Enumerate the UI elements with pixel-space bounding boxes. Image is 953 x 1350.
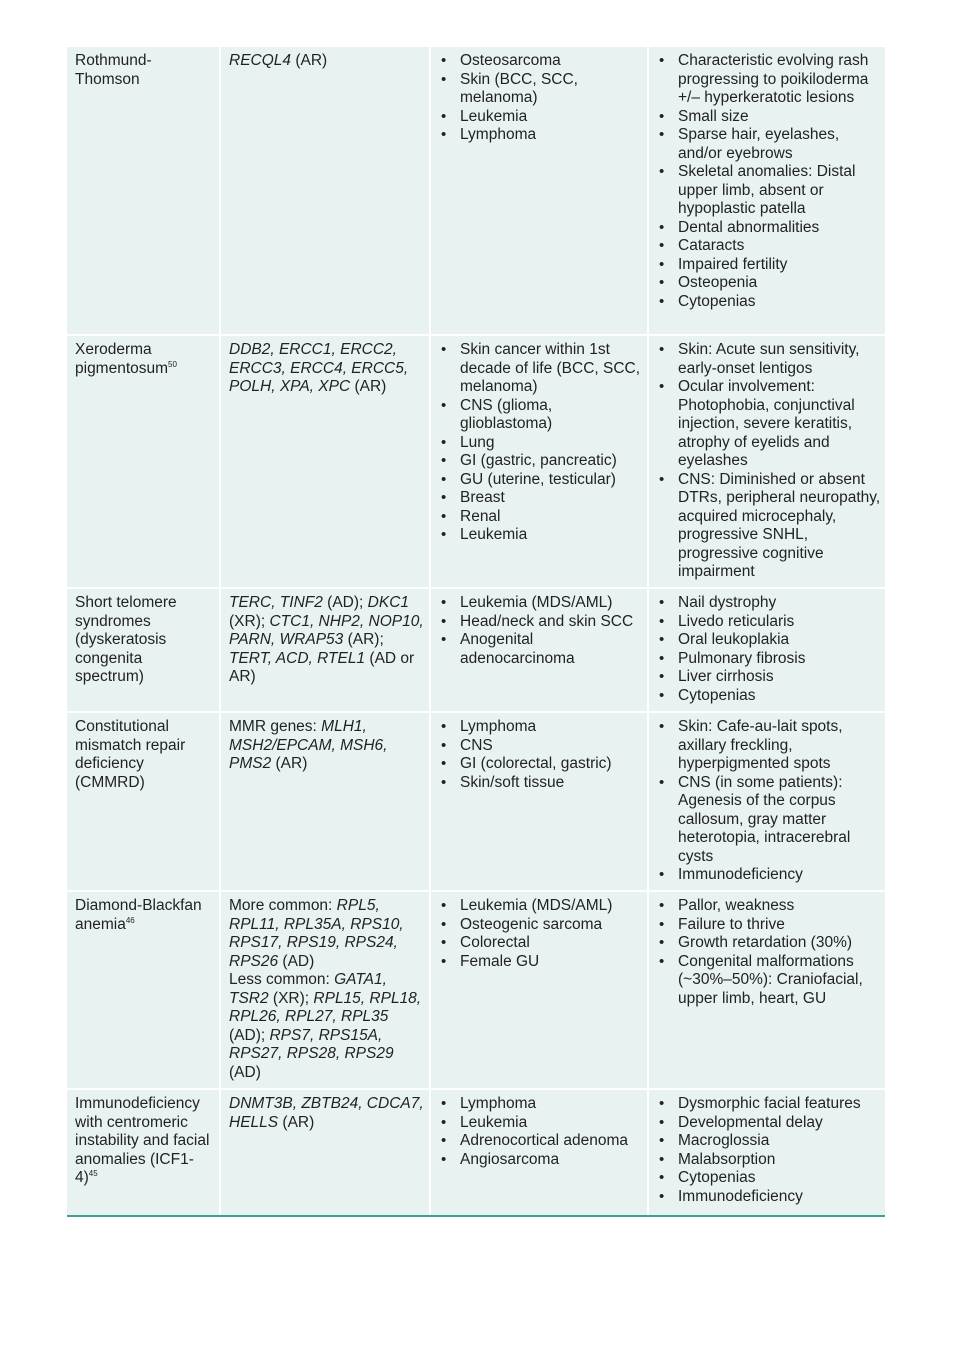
syndrome-cell (67, 47, 221, 334)
features-cell (649, 47, 885, 334)
list-item: • Lung (460, 434, 643, 453)
list-item: • Immunodeficiency (678, 866, 881, 885)
syndrome-cell (67, 336, 221, 587)
list-item: • Osteogenic sarcoma (460, 916, 643, 935)
list-item: • Skin/soft tissue (460, 774, 643, 793)
cancer-list (439, 341, 643, 545)
list-item: • Sparse hair, eyelashes, and/or eyebrows (678, 126, 881, 163)
list-item: • Female GU (460, 953, 643, 972)
genes-cell (221, 713, 431, 890)
syndrome-name: Constitutional mismatch repair deficiency (CMMRD) (75, 718, 186, 791)
features-cell (649, 892, 885, 1088)
gene-names: CTC1, NHP2, NOP10, PARN, WRAP53 (229, 612, 424, 648)
list-item: • Dysmorphic facial features (678, 1095, 881, 1114)
cancer-list (439, 897, 643, 971)
list-item: • Pulmonary fibrosis (678, 650, 881, 669)
gene-names: RPL5, RPL11, RPL35A, RPS10, RPS17, RPS19, RPS24, RPS26 (229, 897, 404, 970)
list-item: • Anogenital adenocarcinoma (460, 631, 643, 668)
syndrome-name: Immunodeficiency with centromeric instability and facial anomalies (ICF1-4) (75, 1095, 210, 1186)
list-item: • Developmental delay (678, 1114, 881, 1133)
list-item: • Cytopenias (678, 293, 881, 312)
syndrome-table (67, 47, 885, 1217)
cancers-cell (431, 1090, 649, 1215)
list-item: • Leukemia (460, 1114, 643, 1133)
gene-names: DDB2, ERCC1, ERCC2, ERCC3, ERCC4, ERCC5, POLH, XPA, XPC (229, 341, 409, 395)
list-item: • Livedo reticularis (678, 613, 881, 632)
list-item: • Pallor, weakness (678, 897, 881, 916)
list-item: • Breast (460, 489, 643, 508)
list-item: • Leukemia (MDS/AML) (460, 594, 643, 613)
list-item: • Ocular involvement: Photophobia, conjunctival injection, severe keratitis, atrophy of eyelids and eyelashes (678, 378, 881, 471)
list-item: • Immunodeficiency (678, 1188, 881, 1207)
feature-list (657, 52, 881, 311)
cancers-cell (431, 47, 649, 334)
feature-list (657, 594, 881, 705)
list-item: • GU (uterine, testicular) (460, 471, 643, 490)
cancer-list (439, 594, 643, 668)
list-item: • Oral leukoplakia (678, 631, 881, 650)
list-item: • Congenital malformations (~30%–50%): Craniofacial, upper limb, heart, GU (678, 953, 881, 1009)
gene-note: MMR genes: (229, 718, 322, 735)
cancer-list (439, 1095, 643, 1169)
list-item: • CNS (460, 737, 643, 756)
syndrome-cell (67, 1090, 221, 1215)
list-item: • Impaired fertility (678, 256, 881, 275)
feature-list (657, 897, 881, 1008)
cancers-cell (431, 336, 649, 587)
genes-cell (221, 47, 431, 334)
gene-names: TERC, TINF2 (229, 594, 323, 611)
reference-number: 45 (88, 1169, 98, 1178)
cancers-cell (431, 589, 649, 711)
reference-number: 46 (125, 915, 135, 925)
gene-names: RECQL4 (229, 52, 292, 69)
table-row (67, 47, 885, 336)
gene-names: MLH1, MSH2/EPCAM, MSH6, PMS2 (229, 718, 388, 772)
genes-cell (221, 336, 431, 587)
table-row (67, 336, 885, 589)
gene-note: (AD); (322, 594, 368, 611)
feature-list (657, 1095, 881, 1206)
list-item: • Renal (460, 508, 643, 527)
gene-names: DKC1 (367, 594, 410, 611)
feature-list (657, 341, 881, 582)
list-item: • Lymphoma (460, 1095, 643, 1114)
syndrome-cell (67, 713, 221, 890)
gene-note: (AD); (229, 1026, 270, 1044)
list-item: • Malabsorption (678, 1151, 881, 1170)
list-item: • Angiosarcoma (460, 1151, 643, 1170)
genes-cell (221, 589, 431, 711)
features-cell (649, 589, 885, 711)
gene-note: (XR); (229, 612, 270, 630)
table-row (67, 713, 885, 892)
features-cell (649, 1090, 885, 1215)
gene-note: More common: (229, 897, 337, 914)
list-item: • Head/neck and skin SCC (460, 613, 643, 632)
gene-names: DNMT3B, ZBTB24, CDCA7, HELLS (229, 1095, 424, 1131)
features-cell (649, 713, 885, 890)
gene-note: (AR); (343, 631, 384, 648)
gene-names: RPS7, RPS15A, RPS27, RPS28, RPS29 (229, 1026, 394, 1062)
table-row (67, 1090, 885, 1215)
list-item: • Characteristic evolving rash progressing to poikiloderma +/– hyperkeratotic lesions (678, 52, 881, 108)
list-item: • Colorectal (460, 934, 643, 953)
gene-note: (AD or AR) (229, 649, 415, 685)
gene-note: Less common: (229, 971, 335, 988)
syndrome-name: Xeroderma pigmentosum (75, 341, 169, 377)
gene-names: TERT, ACD, RTEL1 (229, 649, 366, 667)
table-row (67, 589, 885, 713)
list-item: • Osteopenia (678, 274, 881, 293)
list-item: • Macroglossia (678, 1132, 881, 1151)
syndrome-name: Short telomere syndromes (dyskeratosis congenita spectrum) (75, 594, 177, 685)
list-item: • Lymphoma (460, 126, 643, 145)
list-item: • GI (colorectal, gastric) (460, 755, 643, 774)
list-item: • Dental abnormalities (678, 219, 881, 238)
list-item: • Skeletal anomalies: Distal upper limb, absent or hypoplastic patella (678, 163, 881, 219)
list-item: • Cytopenias (678, 1169, 881, 1188)
list-item: • Growth retardation (30%) (678, 934, 881, 953)
features-cell (649, 336, 885, 587)
list-item: • Cataracts (678, 237, 881, 256)
gene-note: (AR) (271, 755, 308, 772)
feature-list (657, 718, 881, 885)
syndrome-cell (67, 589, 221, 711)
list-item: • Skin: Cafe-au-lait spots, axillary freckling, hyperpigmented spots (678, 718, 881, 774)
list-item: • Skin: Acute sun sensitivity, early-onset lentigos (678, 341, 881, 378)
genes-cell (221, 892, 431, 1088)
list-item: • Leukemia (460, 526, 643, 545)
genes-cell (221, 1090, 431, 1215)
list-item: • Liver cirrhosis (678, 668, 881, 687)
list-item: • Cytopenias (678, 687, 881, 706)
cancers-cell (431, 892, 649, 1088)
gene-note: (AR) (291, 52, 328, 69)
syndrome-name: Rothmund-Thomson (75, 52, 152, 88)
gene-names: RPL15, RPL18, RPL26, RPL27, RPL35 (229, 989, 422, 1025)
list-item: • Skin (BCC, SCC, melanoma) (460, 71, 643, 108)
list-item: • Adrenocortical adenoma (460, 1132, 643, 1151)
cancers-cell (431, 713, 649, 890)
gene-note: (AR) (278, 1113, 315, 1131)
list-item: • Osteosarcoma (460, 52, 643, 71)
gene-names: GATA1, TSR2 (229, 971, 387, 1007)
list-item: • Leukemia (460, 108, 643, 127)
list-item: • CNS (glioma, glioblastoma) (460, 397, 643, 434)
syndrome-name: Diamond-Blackfan anemia (75, 897, 202, 933)
gene-note: (AR) (350, 378, 387, 395)
list-item: • Small size (678, 108, 881, 127)
cancer-list (439, 718, 643, 792)
syndrome-cell (67, 892, 221, 1088)
list-item: • CNS (in some patients): Agenesis of the corpus callosum, gray matter heterotopia, intracerebral cysts (678, 774, 881, 867)
list-item: • Failure to thrive (678, 916, 881, 935)
table-row (67, 892, 885, 1090)
gene-note: (XR); (268, 989, 314, 1007)
list-item: • Nail dystrophy (678, 594, 881, 613)
list-item: • CNS: Diminished or absent DTRs, peripheral neuropathy, acquired microcephaly, progressive SNHL, progressive cognitive impairment (678, 471, 881, 582)
list-item: • Lymphoma (460, 718, 643, 737)
gene-note: (AD) (229, 1063, 261, 1081)
list-item: • GI (gastric, pancreatic) (460, 452, 643, 471)
cancer-list (439, 52, 643, 145)
gene-note: (AD) (278, 952, 315, 970)
list-item: • Skin cancer within 1st decade of life (BCC, SCC, melanoma) (460, 341, 643, 397)
list-item: • Leukemia (MDS/AML) (460, 897, 643, 916)
reference-number: 50 (168, 359, 177, 369)
